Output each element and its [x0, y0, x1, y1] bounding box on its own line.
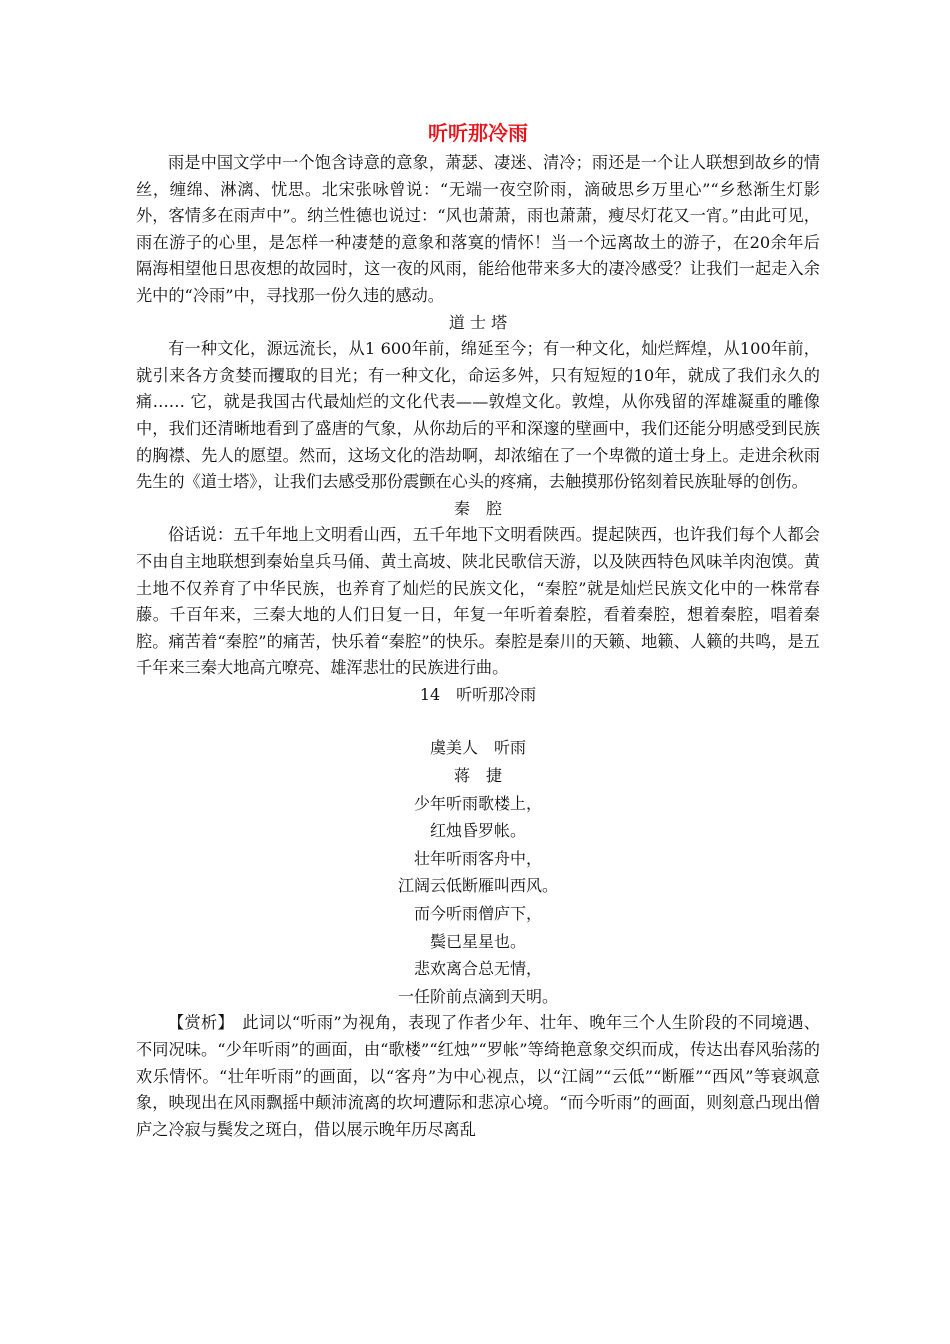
section-body-taoist-tower: 有一种文化，源远流长，从1 600年前，绵延至今；有一种文化，灿烂辉煌，从100年前，就引来各方贪婪而攫取的目光；有一种文化，命运多舛，只有短短的10年，就成了我们永久的痛…… 它，就是我国古代最灿烂的文化代表——敦煌文化。敦煌，从你残留的浑雄凝重的雕像中，我们还清晰地看到了盛唐的气象，从你劫后的平和深邃的壁画中，我们还能分明感受到民族的胸襟、先人的愿望。然而，这场文化的浩劫啊，却浓缩在了一个卑微的道士身上。走进余秋雨先生的《道士塔》，让我们去感受那份震颤在心头的疼痛，去触摸那份铭刻着民族耻辱的创伤。 — [136, 339, 820, 492]
poem-line: 壮年听雨客舟中， — [413, 848, 542, 868]
appreciation-tag: 【赏析】 — [168, 1013, 226, 1033]
section-heading-taoist-tower: 道 士 塔 — [448, 312, 508, 332]
poem-line: 一任阶前点滴到天明。 — [397, 986, 558, 1006]
poem-line: 而今听雨僧庐下， — [413, 904, 542, 924]
poem-line: 江阔云低断雁叫西风。 — [397, 876, 558, 896]
poem-title: 虞美人 听雨 — [429, 738, 526, 758]
poem-author: 蒋 捷 — [453, 766, 502, 786]
poem-line: 鬓已星星也。 — [429, 931, 526, 951]
lesson-label: 14 听听那冷雨 — [419, 684, 537, 704]
document-page — [136, 112, 820, 1143]
intro-paragraph: 雨是中国文学中一个饱含诗意的意象，萧瑟、凄迷、清冷；雨还是一个让人联想到故乡的情丝，缠绵、淋漓、忧思。北宋张咏曾说：“无端一夜空阶雨，滴破思乡万里心”“乡愁渐生灯影外，客情多在雨声中”。纳兰性德也说过：“风也萧萧，雨也萧萧，瘦尽灯花又一宵。”由此可见，雨在游子的心里，是怎样一种凄楚的意象和落寞的情怀！当一个远离故土的游子，在20余年后隔海相望他日思夜想的故园时，这一夜的风雨，能给他带来多大的凄冷感受？让我们一起走入余光中的“冷雨”中，寻找那一份久违的感动。 — [136, 153, 820, 305]
poem-line: 悲欢离合总无情， — [413, 959, 542, 979]
section-body-qinqiang: 俗话说：五千年地上文明看山西，五千年地下文明看陕西。提起陕西，也许我们每个人都会不由自主地联想到秦始皇兵马俑、黄土高坡、陕北民歌信天游，以及陕西特色风味羊肉泡馍。黄土地不仅养育了中华民族，也养育了灿烂的民族文化，“秦腔”就是灿烂民族文化中的一株常春藤。千百年来，三秦大地的人们日复一日，年复一年听着秦腔，看着秦腔，想着秦腔，唱着秦腔。痛苦着“秦腔”的痛苦，快乐着“秦腔”的快乐。秦腔是秦川的天籁、地籁、人籁的共鸣，是五千年来三秦大地高亢嘹亮、雄浑悲壮的民族进行曲。 — [136, 525, 820, 678]
section-heading-qinqiang: 秦 腔 — [453, 498, 502, 518]
appreciation-paragraph — [136, 1010, 820, 1143]
appreciation-text: 此词以“听雨”为视角，表现了作者少年、壮年、晚年三个人生阶段的不同境遇、不同况味。“少年听雨”的画面，由“歌楼”“红烛”“罗帐”等绮艳意象交织而成，传达出春风骀荡的欢乐情怀。“壮年听雨”的画面，以“客舟”为中心视点，以“江阔”“云低”“断雁”“西风”等衰飒意象，映现出在风雨飘摇中颠沛流离的坎坷遭际和悲凉心境。“而今听雨”的画面，则刻意凸现出僧庐之冷寂与鬓发之斑白，借以展示晚年历尽离乱 — [136, 1013, 820, 1139]
article-title: 听听那冷雨 — [428, 121, 528, 145]
poem-line: 红烛昏罗帐。 — [429, 821, 526, 841]
poem-line: 少年听雨歌楼上， — [413, 793, 542, 813]
